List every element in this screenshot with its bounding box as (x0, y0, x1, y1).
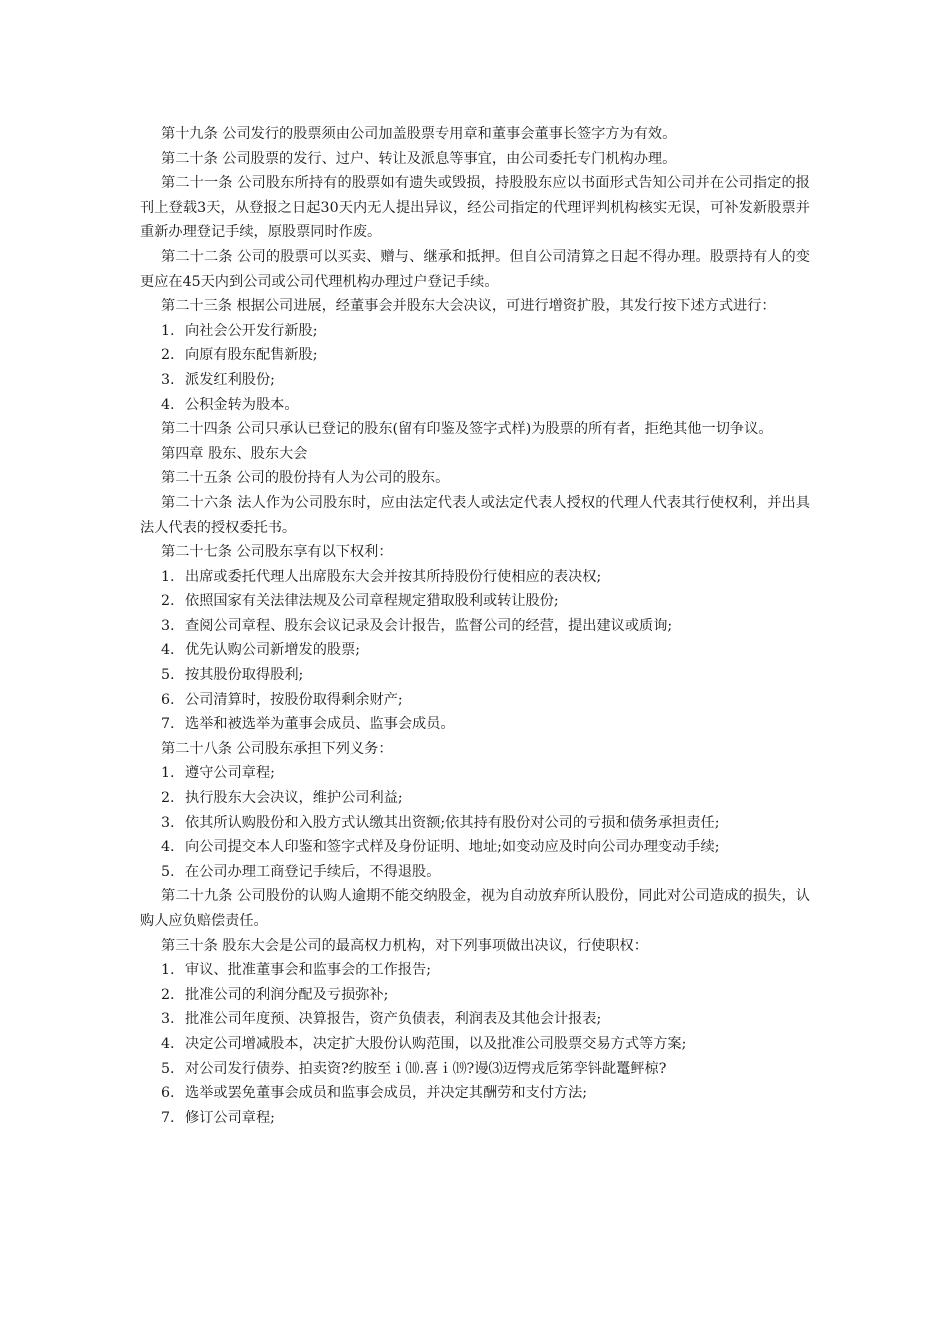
list-item (140, 368, 810, 393)
list-item-number: 4. (161, 396, 175, 413)
list-item (140, 786, 810, 811)
list-item (140, 835, 810, 860)
list-item-text: 修订公司章程; (185, 1109, 275, 1126)
list-item-number: 4. (161, 1035, 175, 1052)
list-item-text: 优先认购公司新增发的股票; (185, 642, 361, 659)
list-item (140, 811, 810, 836)
article-paragraph: 第二十九条 公司股份的认购人逾期不能交纳股金，视为自动放弃所认股份，同此对公司造成的损失，认购人应负赔偿责任。 (140, 888, 810, 929)
list-item-number: 2. (161, 347, 175, 364)
list-item (140, 958, 810, 983)
article-paragraph: 第二十八条 公司股东承担下列义务： (161, 740, 393, 757)
list-item-text: 选举和被选举为董事会成员、监事会成员。 (185, 716, 455, 733)
article-paragraph: 第二十五条 公司的股份持有人为公司的股东。 (161, 470, 450, 487)
list-item-text: 按其股份取得股利; (185, 667, 304, 684)
list-item-text: 批准公司的利润分配及亏损弥补; (185, 986, 389, 1003)
list-item-text: 派发红利股份; (185, 371, 275, 388)
list-item-text: 遵守公司章程; (185, 765, 275, 782)
list-item-text: 向原有股东配售新股; (185, 347, 318, 364)
list-item-text: 在公司办理工商登记手续后，不得退股。 (185, 863, 441, 880)
list-item-number: 1. (161, 962, 175, 979)
list-item-text: 查阅公司章程、股东会议记录及会计报告，监督公司的经营，提出建议或质询; (185, 617, 673, 634)
list-item (140, 589, 810, 614)
document-body (140, 122, 810, 1130)
article-paragraph: 第二十条 公司股票的发行、过户、转让及派息等事宜，由公司委托专门机构办理。 (161, 150, 677, 167)
article-paragraph: 第二十七条 公司股东享有以下权利： (161, 544, 393, 561)
list-item-number: 4. (161, 642, 175, 659)
list-item (140, 761, 810, 786)
list-item (140, 860, 810, 885)
list-item-text: 选举或罢免董事会成员和监事会成员，并决定其酬劳和支付方法; (185, 1085, 588, 1102)
list-item (140, 319, 810, 344)
list-item-number: 3. (161, 371, 175, 388)
list-item-number: 6. (161, 1085, 175, 1102)
list-item (140, 983, 810, 1008)
list-item (140, 663, 810, 688)
list-item-number: 5. (161, 863, 175, 880)
list-item-text: 审议、批准董事会和监事会的工作报告; (185, 962, 431, 979)
list-item-text: 执行股东大会决议，维护公司利益; (185, 790, 403, 807)
list-item-number: 2. (161, 790, 175, 807)
list-item-number: 7. (161, 716, 175, 733)
list-item (140, 565, 810, 590)
list-item (140, 393, 810, 418)
article-paragraph: 第二十四条 公司只承认已登记的股东(留有印鉴及签字式样)为股票的所有者，拒绝其他一切争议。 (161, 421, 773, 438)
article-paragraph: 第二十六条 法人作为公司股东时，应由法定代表人或法定代表人授权的代理人代表其行使权利，并出具法人代表的授权委托书。 (140, 494, 810, 536)
article-paragraph: 第十九条 公司发行的股票须由公司加盖股票专用章和董事会董事长签字方为有效。 (161, 126, 677, 142)
list-item-text: 向公司提交本人印鉴和签字式样及身份证明、地址;如变动应及时向公司办理变动手续; (185, 839, 720, 856)
article-paragraph: 第四章 股东、股东大会 (161, 445, 308, 462)
list-item-number: 2. (161, 593, 175, 610)
list-item-text: 向社会公开发行新股; (185, 322, 318, 339)
article-paragraph: 第三十条 股东大会是公司的最高权力机构，对下列事项做出决议，行使职权： (161, 937, 648, 954)
list-item-number: 5. (161, 1060, 175, 1077)
list-item-text: 依照国家有关法律法规及公司章程规定猎取股利或转让股份; (185, 593, 559, 610)
list-item-number: 2. (161, 986, 175, 1003)
list-item-number: 1. (161, 765, 175, 782)
list-item-number: 3. (161, 814, 175, 831)
list-item-number: 6. (161, 691, 175, 708)
list-item (140, 1007, 810, 1032)
list-item (140, 638, 810, 663)
list-item-number: 3. (161, 617, 175, 634)
list-item-number: 1. (161, 322, 175, 339)
list-item (140, 1032, 810, 1057)
list-item-number: 4. (161, 839, 175, 856)
list-item (140, 343, 810, 368)
list-item-number: 7. (161, 1109, 175, 1126)
list-item-text: 依其所认购股份和入股方式认缴其出资额;依其持有股份对公司的亏损和债务承担责任; (185, 814, 720, 831)
list-item (140, 712, 810, 737)
list-item (140, 1081, 810, 1106)
list-item-number: 3. (161, 1011, 175, 1028)
list-item (140, 614, 810, 639)
list-item-number: 1. (161, 568, 175, 585)
list-item-text: 公积金转为股本。 (185, 396, 299, 413)
list-item (140, 1106, 810, 1131)
list-item-text: 批准公司年度预、决算报告，资产负债表，利润表及其他会计报表; (185, 1011, 602, 1028)
article-paragraph: 第二十一条 公司股东所持有的股票如有遗失或毁损，持股股东应以书面形式告知公司并在公司指定的报刊上登载3天，从登报之日起30天内无人提出异议，经公司指定的代理评判机构核实无误，可补发新股票并重新办理登记手续，原股票同时作废。 (140, 175, 810, 241)
list-item-number: 5. (161, 667, 175, 684)
list-item (140, 1057, 810, 1082)
list-item-text: 出席或委托代理人出席股东大会并按其所持股份行使相应的表决权; (185, 568, 602, 585)
article-paragraph: 第二十二条 公司的股票可以买卖、赠与、继承和抵押。但自公司清算之日起不得办理。股票持有人的变更应在45天内到公司或公司代理机构办理过户登记手续。 (140, 248, 810, 290)
article-paragraph: 第二十三条 根据公司进展，经董事会并股东大会决议，可进行增资扩股，其发行按下述方式进行： (161, 298, 776, 315)
list-item-text: 对公司发行债券、拍卖资?约胺至ｉ⑽.喜ｉ⒆?谩⑶迈愕戎卮笫孪钭龀鼍鲆椋? (185, 1060, 667, 1077)
list-item-text: 决定公司增减股本，决定扩大股份认购范围，以及批准公司股票交易方式等方案; (185, 1035, 687, 1052)
list-item-text: 公司清算时，按股份取得剩余财产; (185, 691, 403, 708)
list-item (140, 688, 810, 713)
